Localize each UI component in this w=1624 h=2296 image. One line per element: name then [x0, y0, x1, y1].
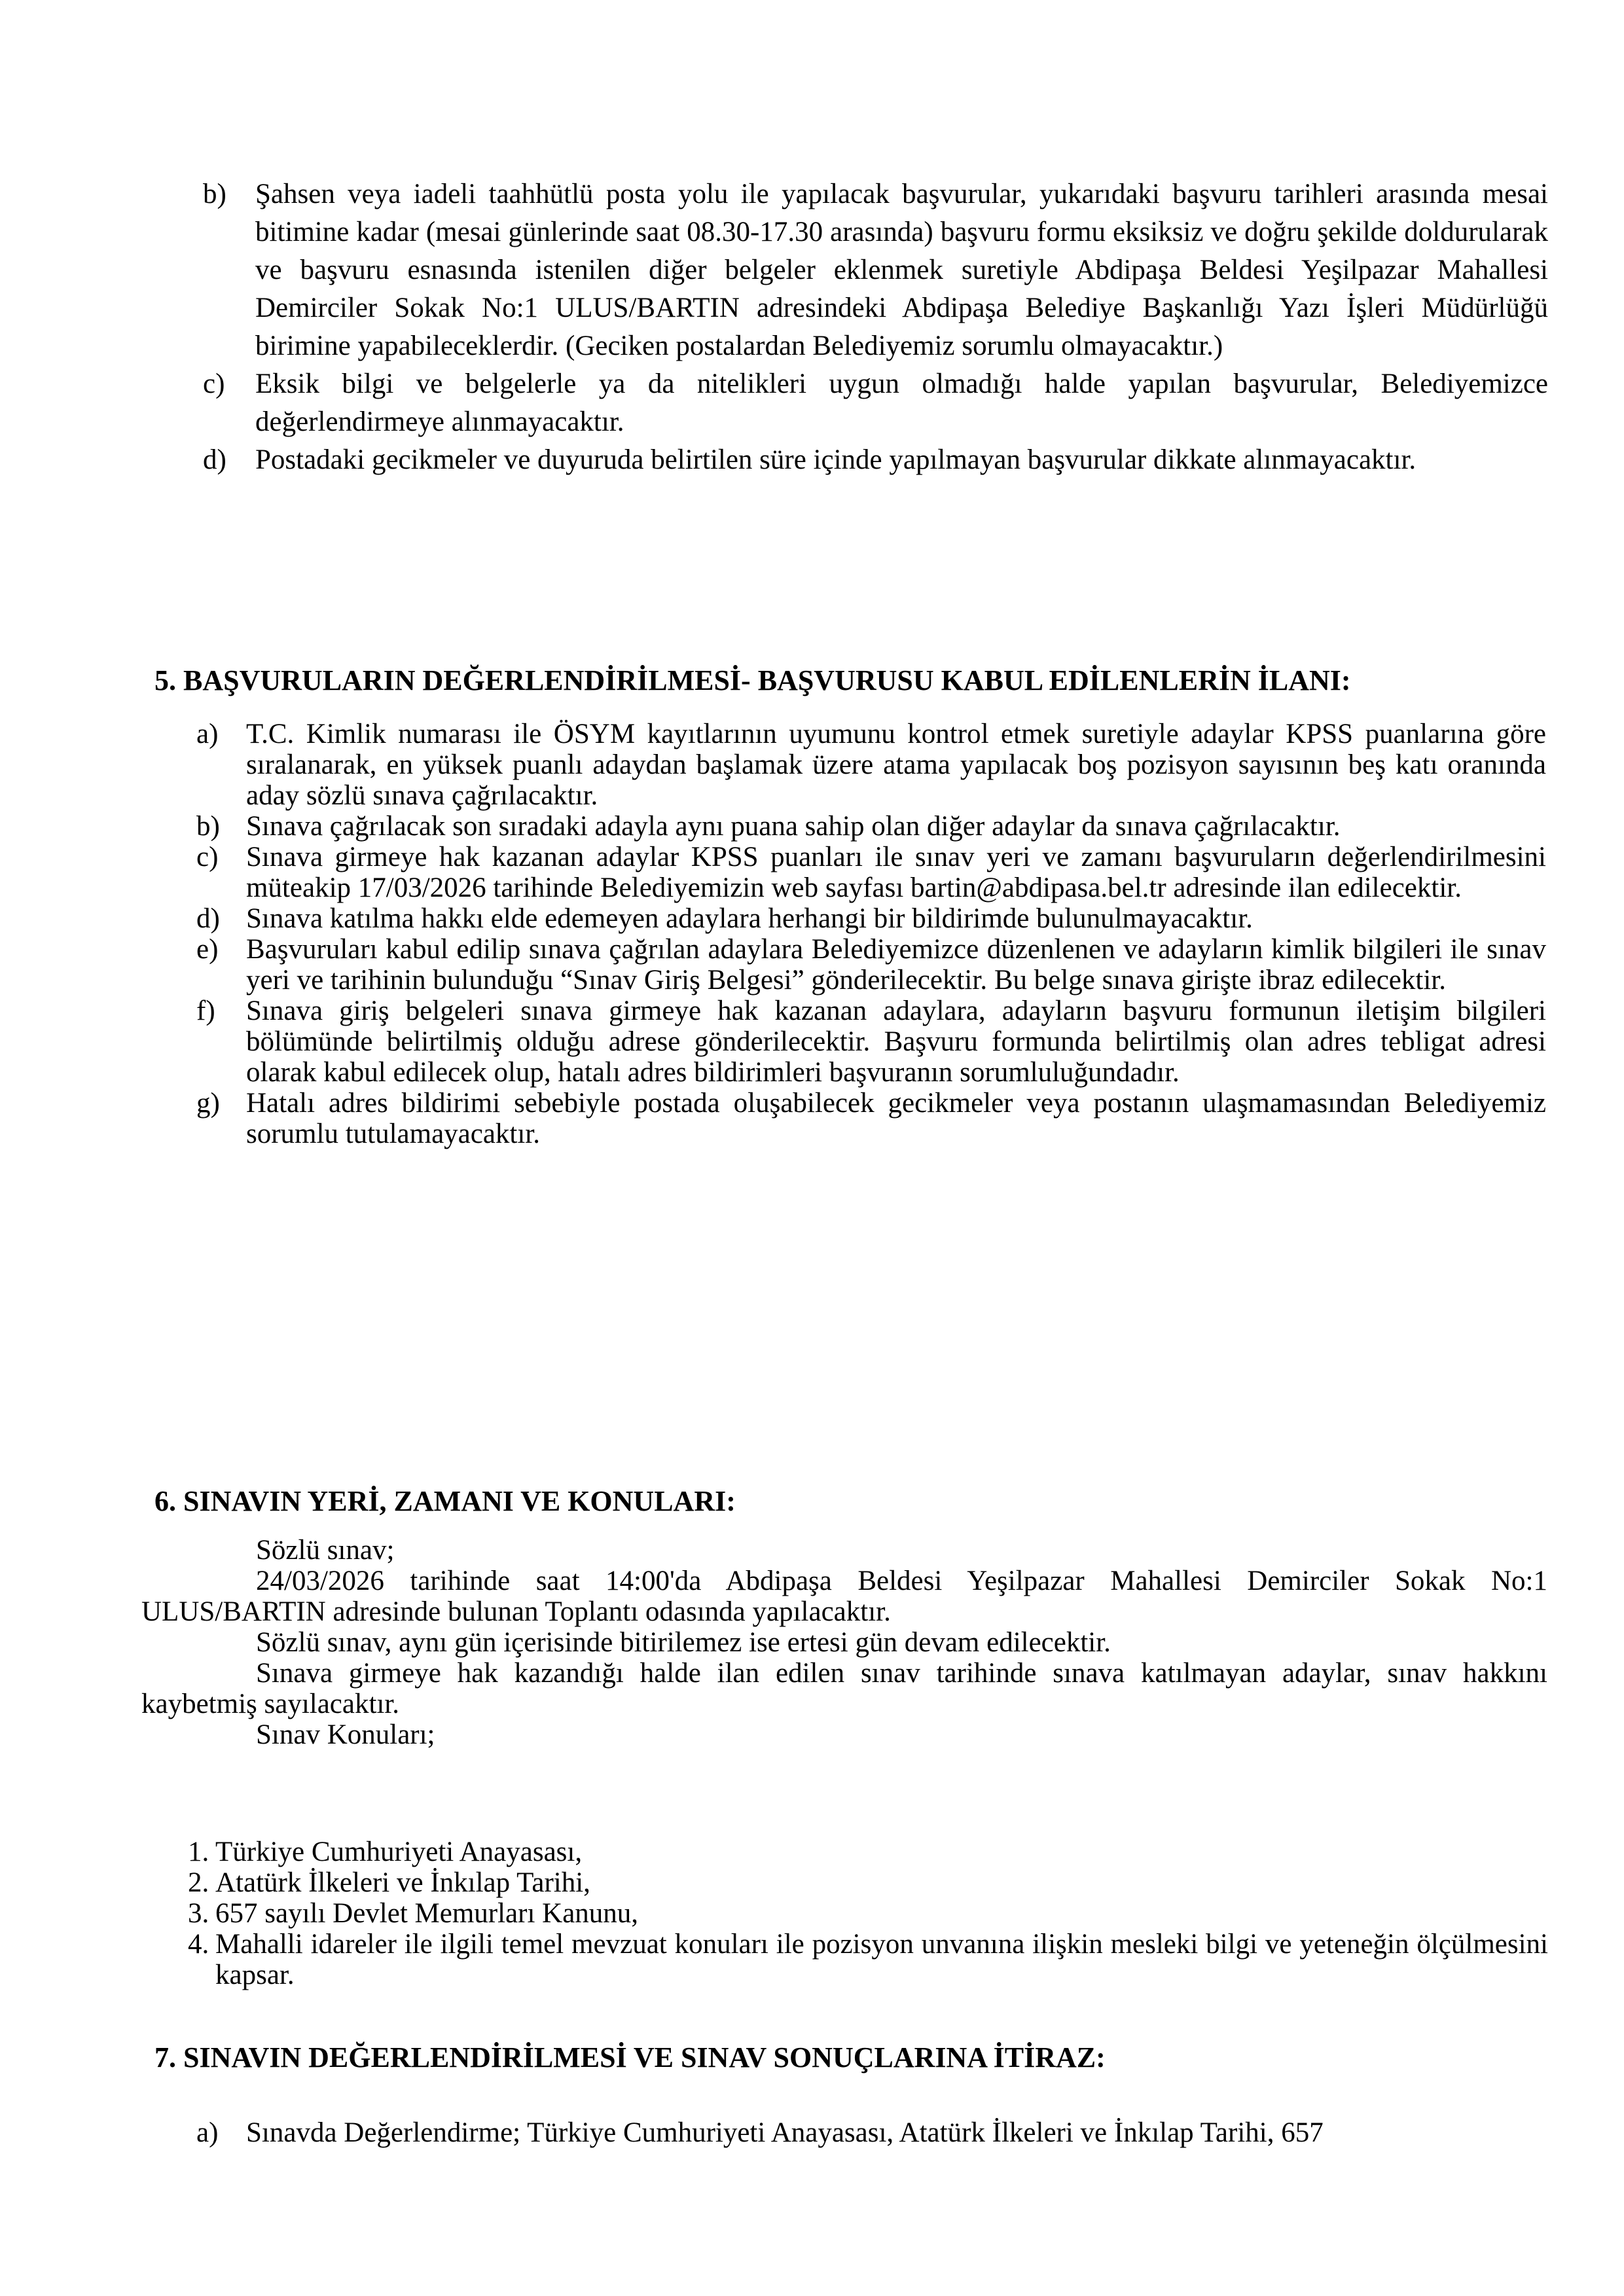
list-marker: 2. [188, 1867, 209, 1898]
list-item-text: Sınava giriş belgeleri sınava girmeye hak kazanan adaylara, adayların başvuru formunun iletişim bilgileri bölümünde belirtilmiş olduğu adrese gönderilecektir. Başvuru formunda belirtilmiş olan adres tebligat adresi olarak kabul edilecek olup, hatalı adres bildirimleri başvuranın sorumluluğundadır. [246, 996, 1546, 1088]
list-marker: 1. [188, 1837, 209, 1867]
list-item [196, 811, 1546, 842]
section-6-heading: 6. SINAVIN YERİ, ZAMANI VE KONULARI: [154, 1485, 736, 1517]
list-item [196, 2117, 1546, 2148]
list-item-text: T.C. Kimlik numarası ile ÖSYM kayıtlarının uyumunu kontrol etmek suretiyle adaylar KPSS puanlarına göre sıralanarak, en yüksek puanlı adaydan başlamak üzere atama yapılacak boş pozisyon sayısının beş katı oranında aday sözlü sınava çağrılacaktır. [246, 719, 1546, 811]
list-item [196, 934, 1546, 996]
list-item-text: Sınava katılma hakkı elde edemeyen adaylara herhangi bir bildirimde bulunulmayacaktır. [246, 903, 1253, 934]
section-5-list [196, 719, 1546, 1149]
list-marker: a) [196, 2117, 219, 2148]
list-item [203, 365, 1548, 441]
list-item-text: Sınavda Değerlendirme; Türkiye Cumhuriyeti Anayasası, Atatürk İlkeleri ve İnkılap Tarihi, 657 [246, 2117, 1324, 2148]
list-marker: d) [203, 444, 226, 475]
list-item [196, 1088, 1546, 1149]
list-marker: 3. [188, 1898, 209, 1929]
list-marker: a) [196, 719, 219, 749]
list-item-text: Sınava çağrılacak son sıradaki adayla aynı puana sahip olan diğer adaylar da sınava çağrılacaktır. [246, 811, 1341, 842]
list-item-text: 657 sayılı Devlet Memurları Kanunu, [215, 1898, 639, 1929]
paragraph: Sözlü sınav; [256, 1535, 395, 1566]
paragraph: Sınav Konuları; [256, 1719, 435, 1750]
list-marker: c) [203, 368, 225, 399]
list-marker: c) [196, 842, 219, 872]
list-item-text: Hatalı adres bildirimi sebebiyle postada oluşabilecek gecikmeler veya postanın ulaşmamasından Belediyemiz sorumlu tutulamayacaktır. [246, 1088, 1546, 1149]
list-marker: g) [196, 1088, 220, 1119]
list-item [203, 441, 1548, 479]
list-item-text: Başvuruları kabul edilip sınava çağrılan adaylara Belediyemizce düzenlenen ve adayların kimlik bilgileri ile sınav yeri ve tarihinin bulunduğu “Sınav Giriş Belgesi” gönderilecektir. Bu belge sınava girişte ibraz edilecektir. [246, 934, 1546, 996]
section-6-topics-list [188, 1837, 1548, 1990]
list-item [196, 996, 1546, 1088]
section-7-list [196, 2117, 1546, 2148]
list-marker: 4. [188, 1929, 209, 1960]
list-item [188, 1898, 1548, 1929]
list-item [203, 175, 1548, 365]
paragraph: 24/03/2026 tarihinde saat 14:00'da Abdipaşa Beldesi Yeşilpazar Mahallesi Demirciler Sokak No:1 ULUS/BARTIN adresinde bulunan Toplantı odasında yapılacaktır. [141, 1566, 1547, 1627]
list-item-text: Türkiye Cumhuriyeti Anayasası, [215, 1837, 583, 1867]
list-marker: f) [196, 996, 215, 1026]
list-item [196, 719, 1546, 811]
section-5-heading: 5. BAŞVURULARIN DEĞERLENDİRİLMESİ- BAŞVURUSU KABUL EDİLENLERİN İLANI: [154, 664, 1351, 696]
list-item-text: Atatürk İlkeleri ve İnkılap Tarihi, [215, 1867, 590, 1898]
list-item [188, 1837, 1548, 1867]
list-item-text: Şahsen veya iadeli taahhütlü posta yolu ile yapılacak başvurular, yukarıdaki başvuru tarihleri arasında mesai bitimine kadar (mesai günlerinde saat 08.30-17.30 arasında) başvuru formu eksiksiz ve doğru şekilde doldurularak ve başvuru esnasında istenilen diğer belgeler eklenmek suretiyle Abdipaşa Beldesi Yeşilpazar Mahallesi Demirciler Sokak No:1 ULUS/BARTIN adresindeki Abdipaşa Belediye Başkanlığı Yazı İşleri Müdürlüğü birimine yapabileceklerdir. (Geciken postalardan Belediyemiz sorumlu olmayacaktır.) [255, 179, 1548, 361]
list-marker: e) [196, 934, 219, 965]
list-marker: b) [203, 179, 226, 209]
section-7-heading: 7. SINAVIN DEĞERLENDİRİLMESİ VE SINAV SONUÇLARINA İTİRAZ: [154, 2041, 1106, 2073]
list-item [188, 1929, 1548, 1990]
paragraph: Sınava girmeye hak kazandığı halde ilan edilen sınav tarihinde sınava katılmayan adaylar, sınav hakkını kaybetmiş sayılacaktır. [141, 1658, 1547, 1719]
list-item [196, 903, 1546, 934]
paragraph: Sözlü sınav, aynı gün içerisinde bitirilemez ise ertesi gün devam edilecektir. [256, 1627, 1111, 1658]
list-item-text: Mahalli idareler ile ilgili temel mevzuat konuları ile pozisyon unvanına ilişkin mesleki bilgi ve yeteneğin ölçülmesini kapsar. [215, 1929, 1548, 1990]
list-marker: b) [196, 811, 220, 842]
list-item [196, 842, 1546, 903]
list-item [188, 1867, 1548, 1898]
list-item-text: Postadaki gecikmeler ve duyuruda belirtilen süre içinde yapılmayan başvurular dikkate alınmayacaktır. [255, 444, 1416, 475]
continued-list [203, 175, 1548, 479]
list-item-text: Eksik bilgi ve belgelerle ya da nitelikleri uygun olmadığı halde yapılan başvurular, Belediyemizce değerlendirmeye alınmayacaktır. [255, 368, 1548, 437]
section-6-body [141, 1535, 1547, 1750]
list-marker: d) [196, 903, 220, 934]
list-item-text: Sınava girmeye hak kazanan adaylar KPSS puanları ile sınav yeri ve zamanı başvuruların değerlendirilmesini müteakip 17/03/2026 tarihinde Belediyemizin web sayfası bartin@abdipasa.bel.tr adresinde ilan edilecektir. [246, 842, 1546, 903]
